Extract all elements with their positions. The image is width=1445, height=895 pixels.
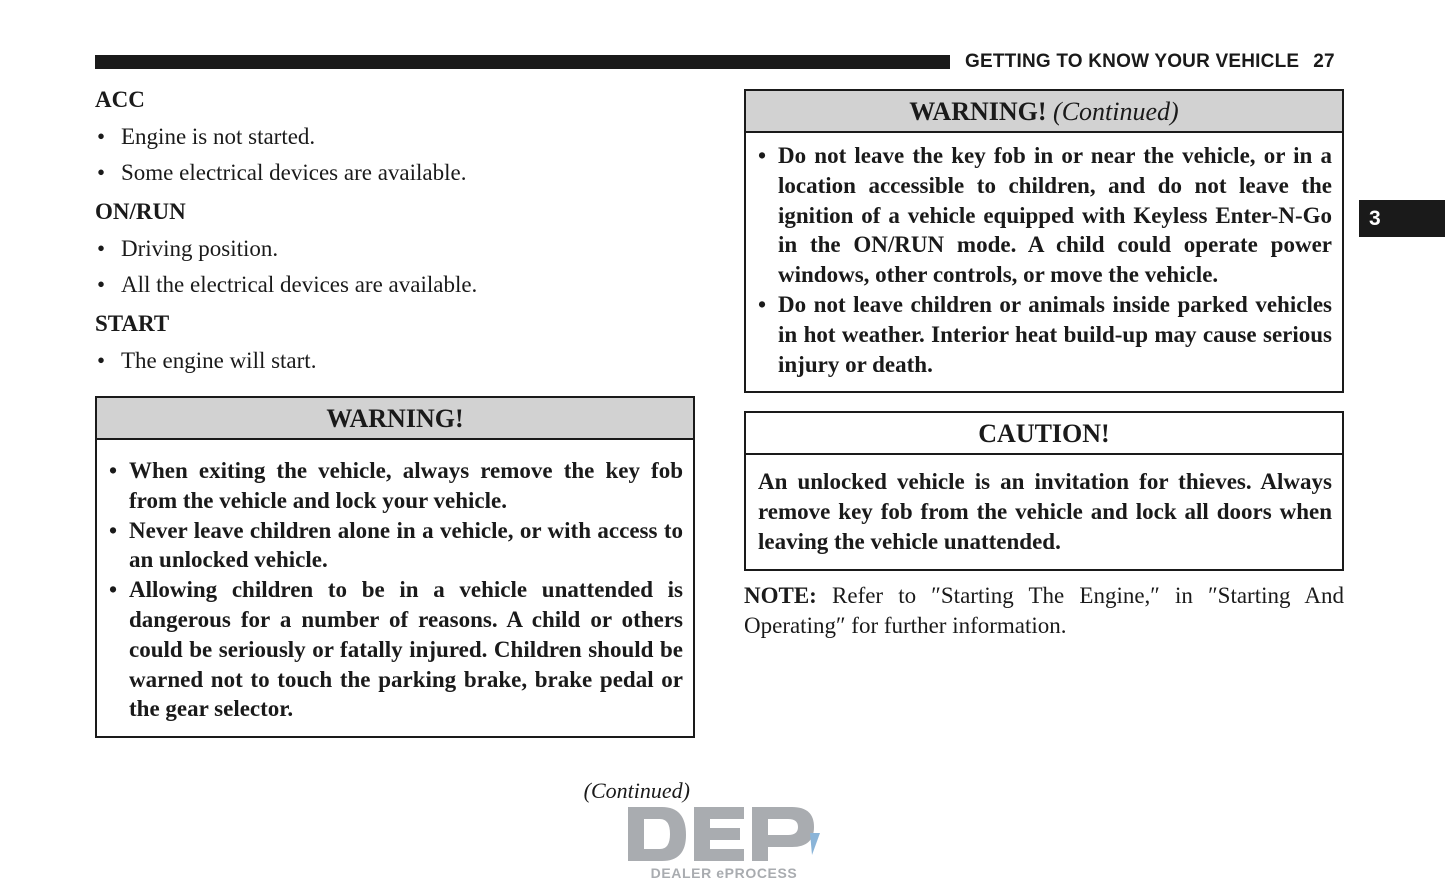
warning-bullet: • Allowing children to be in a vehicle unattended is dangerous for a number of reasons. A child or others could be seriously or fatally injured. Children should be warned not to touch the parking brake, brake pedal or the gear selector.: [109, 575, 683, 724]
list-item: • All the electrical devices are available.: [95, 272, 695, 298]
header-rule: [95, 55, 950, 69]
note-label: NOTE:: [744, 582, 817, 608]
warning-title-text: WARNING!: [909, 97, 1047, 126]
mode-title: ACC: [95, 87, 145, 112]
caution-box: [744, 411, 1344, 570]
right-column: [744, 89, 1344, 641]
caution-body: [746, 455, 1342, 568]
warning-bullet: • When exiting the vehicle, always remove the key fob from the vehicle and lock your vehicle.: [109, 456, 683, 516]
caution-title: CAUTION!: [746, 413, 1342, 455]
chapter-tab: 3: [1359, 200, 1445, 237]
list-item: • Some electrical devices are available.: [95, 160, 695, 186]
mode-acc: [95, 84, 695, 186]
logo-subtext: DEALER ePROCESS: [650, 865, 798, 881]
warning-body: [97, 440, 693, 736]
mode-bullets: [95, 124, 695, 186]
warning-bullet: • Do not leave the key fob in or near the vehicle, or in a location accessible to children, and do not leave the ignition of a vehicle equipped with Keyless Enter-N-Go in the ON/RUN mode. A child could operate power windows, other controls, or move the vehicle.: [758, 141, 1332, 290]
warning-bullet: • Never leave children alone in a vehicle, or with access to an unlocked vehicle.: [109, 516, 683, 576]
mode-title: ON/RUN: [95, 199, 186, 224]
warning-box: [95, 396, 695, 738]
mode-bullets: [95, 236, 695, 298]
list-item: • Engine is not started.: [95, 124, 695, 150]
mode-title: START: [95, 311, 170, 336]
running-header: [965, 51, 1345, 73]
mode-start: [95, 308, 695, 374]
note-paragraph: [744, 581, 1344, 641]
section-title: GETTING TO KNOW YOUR VEHICLE: [965, 51, 1300, 72]
warning-continued-title: [746, 91, 1342, 133]
list-item: • Driving position.: [95, 236, 695, 262]
warning-continued-body: [746, 133, 1342, 391]
warning-continued-box: [744, 89, 1344, 393]
caution-text: An unlocked vehicle is an invitation for thieves. Always remove key fob from the vehicle and lock all doors when leaving the vehicle unattended.: [758, 469, 1332, 554]
note-text: Refer to ″Starting The Engine,″ in ″Starting And Operating″ for further information.: [744, 582, 1344, 638]
page-number: 27: [1313, 51, 1335, 72]
warning-title-suffix: (Continued): [1053, 97, 1179, 126]
left-column: [95, 84, 695, 738]
mode-bullets: [95, 348, 695, 374]
list-item: • The engine will start.: [95, 348, 695, 374]
continued-label: (Continued): [583, 778, 690, 803]
warning-bullet: • Do not leave children or animals inside parked vehicles in hot weather. Interior heat build-up may cause serious injury or death.: [758, 290, 1332, 379]
mode-on-run: [95, 196, 695, 298]
warning-title: WARNING!: [97, 398, 693, 440]
dealer-eprocess-logo: [624, 803, 824, 883]
